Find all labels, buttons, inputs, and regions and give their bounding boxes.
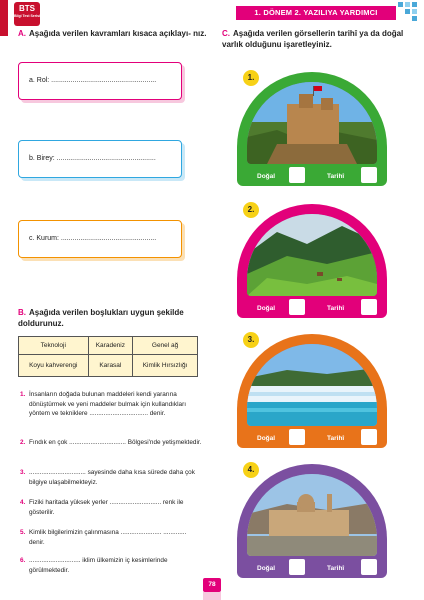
fill-question-4[interactable]: 4. Fiziki haritada yüksek yerler ............................. renk ile gösterilir.: [20, 499, 184, 516]
page-number: 78: [203, 578, 221, 592]
definition-box-rol[interactable]: [18, 62, 182, 100]
table-cell: Koyu kahverengi: [19, 355, 89, 377]
mountain-meadow-photo: [247, 214, 377, 296]
fill-question-1[interactable]: 1. İnsanların doğada bulunan maddeleri kendi yararına dönüştürmek ve yeni maddeler bulmak için kullandıkları yöntem ve tekniklere ................................. denir.: [20, 391, 187, 417]
natural-checkbox[interactable]: [289, 299, 305, 315]
natural-label: Doğal: [257, 305, 276, 312]
footer-decoration: [203, 592, 221, 600]
decorative-squares-icon: [396, 0, 418, 22]
section-c-title: C. Aşağıda verilen görsellerin tarihî ya da doğal varlık olduğunu işaretleyiniz.: [222, 29, 404, 49]
natural-checkbox[interactable]: [289, 559, 305, 575]
table-row: [19, 355, 198, 377]
series-logo: BTS Bilgi Test Serisi: [14, 2, 40, 26]
card-number-badge: 3.: [241, 330, 261, 350]
historic-label: Tarihî: [327, 435, 345, 442]
word-bank-table: [18, 336, 198, 377]
natural-checkbox[interactable]: [289, 429, 305, 445]
table-cell: Kimlik Hırsızlığı: [133, 355, 198, 377]
fill-question-2[interactable]: 2. Fındık en çok ................................ Bölgesi'nde yetişmektedir.: [20, 439, 202, 446]
definition-label: c. Kurum: .................................................: [29, 235, 157, 242]
table-row: [19, 337, 198, 355]
image-card-1: [237, 72, 387, 186]
historic-checkbox[interactable]: [361, 429, 377, 445]
historic-label: Tarihî: [327, 305, 345, 312]
left-edge-stripe: [0, 0, 8, 600]
definition-label: b. Birey: ...................................................: [29, 155, 156, 162]
table-cell: Karadeniz: [88, 337, 133, 355]
historic-label: Tarihî: [327, 173, 345, 180]
historic-checkbox[interactable]: [361, 167, 377, 183]
castle-photo: [247, 82, 377, 164]
historic-label: Tarihî: [327, 565, 345, 572]
card-number-badge: 1.: [241, 68, 261, 88]
table-cell: Genel ağ: [133, 337, 198, 355]
natural-label: Doğal: [257, 435, 276, 442]
fill-question-3[interactable]: 3. ................................ sayesinde daha kısa sürede daha çok bilgiye ulaşabilmekteyiz.: [20, 469, 195, 486]
definition-box-birey[interactable]: [18, 140, 182, 178]
definition-box-kurum[interactable]: [18, 220, 182, 258]
historic-checkbox[interactable]: [361, 299, 377, 315]
header-banner: 1. DÖNEM 2. YAZILIYA YARDIMCI: [236, 6, 396, 20]
table-cell: Teknoloji: [19, 337, 89, 355]
fill-question-5[interactable]: 5. Kimlik bilgilerimizin çalınmasına ....................... ............. denir.: [20, 529, 187, 546]
section-a-title: A. Aşağıda verilen kavramları kısaca açıklayı- nız.: [18, 29, 207, 38]
image-card-3: [237, 334, 387, 448]
natural-label: Doğal: [257, 173, 276, 180]
natural-checkbox[interactable]: [289, 167, 305, 183]
natural-label: Doğal: [257, 565, 276, 572]
historic-checkbox[interactable]: [361, 559, 377, 575]
fill-question-6[interactable]: 6. ............................. iklim ülkemizin iç kesimlerinde görülmektedir.: [20, 557, 168, 574]
waterfall-photo: [247, 344, 377, 426]
section-b-title: B. Aşağıda verilen boşlukları uygun şekilde doldurunuz.: [18, 308, 184, 328]
palace-photo: [247, 474, 377, 556]
card-number-badge: 4.: [241, 460, 261, 480]
table-cell: Karasal: [88, 355, 133, 377]
image-card-2: [237, 204, 387, 318]
card-number-badge: 2.: [241, 200, 261, 220]
definition-label: a. Rol: ......................................................: [29, 77, 157, 84]
image-card-4: [237, 464, 387, 578]
